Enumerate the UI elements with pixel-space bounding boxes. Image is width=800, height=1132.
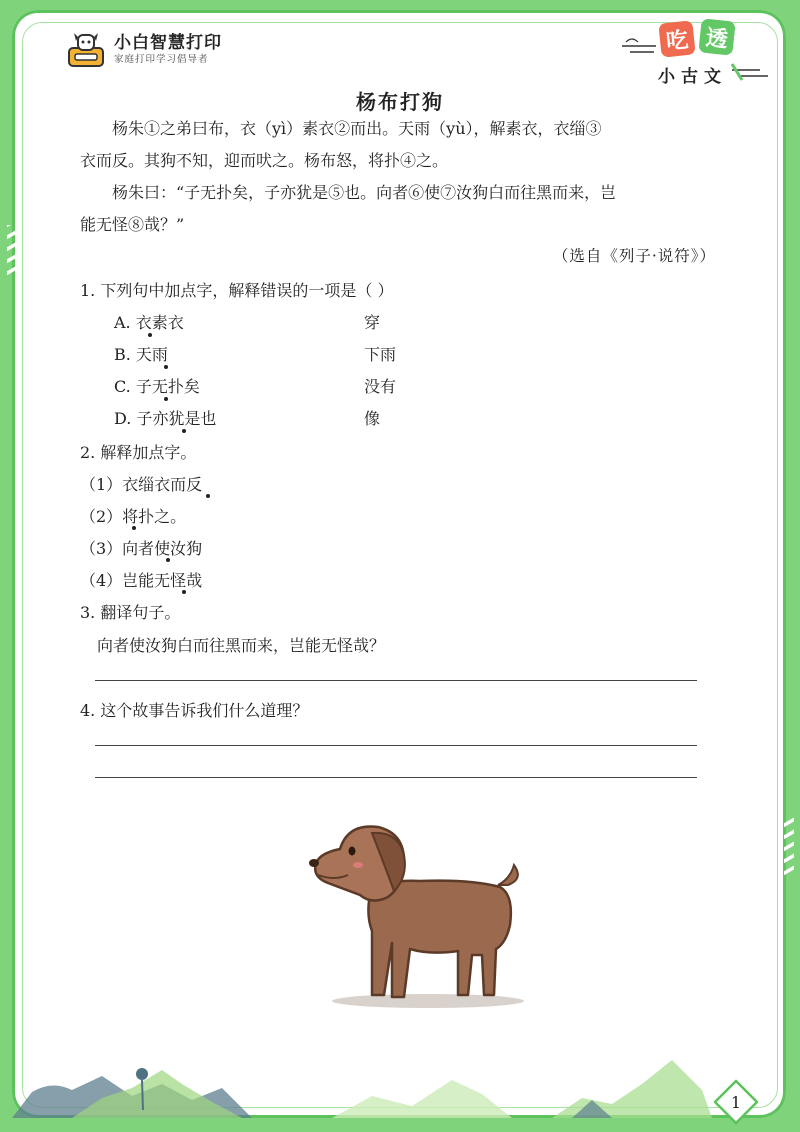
q1-option-a-answer: 穿: [364, 313, 381, 332]
emphasis-dot: [148, 333, 152, 337]
q3-answer-line[interactable]: [95, 680, 697, 681]
q1-option-d: D. 子亦犹是也: [114, 409, 217, 428]
page-number: 1: [730, 1092, 742, 1112]
q1-option-c: C. 子无扑矣: [114, 377, 200, 396]
emphasis-dot: [206, 494, 210, 498]
brand-name: 小白智慧打印: [114, 32, 222, 53]
dog-illustration: [300, 815, 540, 1015]
q4-answer-line-2[interactable]: [95, 777, 697, 778]
q2-item-4: （4）岂能无怪哉: [80, 571, 203, 590]
q1-option-b-answer: 下雨: [364, 345, 397, 364]
q1-option-b: B. 天雨: [114, 345, 168, 364]
q2-item-3: （3）向者使汝狗: [80, 539, 203, 558]
question-2-prompt: 2. 解释加点字。: [80, 443, 197, 462]
emphasis-dot: [132, 526, 136, 530]
q1-option-c-answer: 没有: [364, 377, 397, 396]
emphasis-dot: [164, 397, 168, 401]
series-logo: [620, 18, 770, 88]
story-line-3: 杨朱曰：“子无扑矣，子亦犹是⑤也。向者⑥使⑦汝狗白而往黑而来，岂: [112, 183, 617, 202]
brand-logo: [66, 30, 222, 70]
series-badge-2: 透: [698, 18, 735, 55]
series-subtitle: 小古文: [658, 67, 727, 87]
page-number-badge: [712, 1078, 760, 1126]
question-1-prompt: 1. 下列句中加点字，解释错误的一项是（ ）: [80, 281, 394, 300]
story-line-4: 能无怪⑧哉？”: [80, 215, 185, 234]
q1-option-d-answer: 像: [364, 409, 381, 428]
story-title: 杨布打狗: [356, 90, 444, 114]
question-4-prompt: 4. 这个故事告诉我们什么道理？: [80, 701, 309, 720]
emphasis-dot: [164, 365, 168, 369]
mountain-scenery-decoration: [12, 1040, 712, 1118]
emphasis-dot: [166, 558, 170, 562]
question-3-prompt: 3. 翻译句子。: [80, 603, 181, 622]
brand-slogan: 家庭打印学习倡导者: [114, 54, 209, 66]
right-stripes-decoration: [781, 815, 797, 895]
q3-sentence: 向者使汝狗白而往黑而来，岂能无怪哉？: [97, 636, 386, 655]
q2-item-2: （2）将扑之。: [80, 507, 187, 526]
story-source: （选自《列子·说符》）: [552, 247, 716, 265]
series-badge-1: 吃: [658, 20, 695, 57]
emphasis-dot: [182, 590, 186, 594]
printer-dog-icon: [66, 30, 106, 70]
story-line-1: 杨朱①之弟曰布，衣（yì）素衣②而出。天雨（yù），解素衣，衣缁③: [112, 119, 602, 138]
story-line-2: 衣而反。其狗不知，迎而吠之。杨布怒，将扑④之。: [80, 151, 449, 170]
q4-answer-line-1[interactable]: [95, 745, 697, 746]
emphasis-dot: [182, 429, 186, 433]
left-stripes-decoration: [4, 225, 20, 295]
q2-item-1: （1）衣缁衣而反: [80, 475, 203, 494]
q1-option-a: A. 衣素衣: [114, 313, 184, 332]
